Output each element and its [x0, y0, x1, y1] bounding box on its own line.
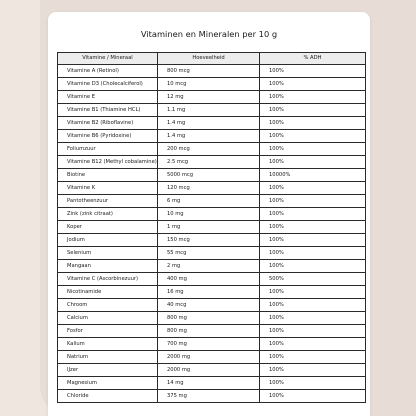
amount-cell: 120 mcg — [158, 182, 260, 195]
rdi-cell: 100% — [260, 351, 366, 364]
nutrient-cell: Vitamine B1 (Thiamine HCL) — [58, 104, 158, 117]
nutrient-cell: Fosfor — [58, 325, 158, 338]
rdi-cell: 100% — [260, 65, 366, 78]
table-row — [58, 312, 366, 325]
table-row — [58, 260, 366, 273]
rdi-cell: 100% — [260, 390, 366, 403]
header-rdi: % ADH — [260, 53, 366, 65]
nutrient-cell: Vitamine B12 (Methyl cobalamine) — [58, 156, 158, 169]
rdi-cell: 100% — [260, 156, 366, 169]
rdi-cell: 100% — [260, 299, 366, 312]
amount-cell: 1.4 mg — [158, 117, 260, 130]
table-header-row — [58, 53, 366, 65]
table-row — [58, 104, 366, 117]
nutrient-cell: Jodium — [58, 234, 158, 247]
amount-cell: 16 mg — [158, 286, 260, 299]
table-row — [58, 390, 366, 403]
header-amount: Hoeveelheid — [158, 53, 260, 65]
amount-cell: 1 mg — [158, 221, 260, 234]
nutrient-cell: Koper — [58, 221, 158, 234]
amount-cell: 400 mg — [158, 273, 260, 286]
rdi-cell: 100% — [260, 91, 366, 104]
table-row — [58, 299, 366, 312]
table-row — [58, 65, 366, 78]
document-title: Vitaminen en Mineralen per 10 g — [140, 29, 278, 39]
table-row — [58, 182, 366, 195]
table-row — [58, 195, 366, 208]
rdi-cell: 100% — [260, 182, 366, 195]
nutrient-cell: Vitamine A (Retinol) — [58, 65, 158, 78]
amount-cell: 800 mg — [158, 325, 260, 338]
table-row — [58, 351, 366, 364]
rdi-cell: 100% — [260, 221, 366, 234]
amount-cell: 2.5 mcg — [158, 156, 260, 169]
table-row — [58, 325, 366, 338]
amount-cell: 1.4 mg — [158, 130, 260, 143]
nutrient-cell: Vitamine B2 (Riboflavine) — [58, 117, 158, 130]
nutrient-cell: Vitamine D3 (Cholecalciferol) — [58, 78, 158, 91]
document-card — [48, 12, 370, 416]
rdi-cell: 100% — [260, 117, 366, 130]
rdi-cell: 100% — [260, 195, 366, 208]
rdi-cell: 100% — [260, 104, 366, 117]
table-row — [58, 286, 366, 299]
nutrient-cell: Pantotheenzuur — [58, 195, 158, 208]
table-row — [58, 78, 366, 91]
nutrient-cell: Natrium — [58, 351, 158, 364]
rdi-cell: 100% — [260, 364, 366, 377]
amount-cell: 375 mg — [158, 390, 260, 403]
rdi-cell: 100% — [260, 325, 366, 338]
rdi-cell: 100% — [260, 130, 366, 143]
amount-cell: 55 mcg — [158, 247, 260, 260]
nutrient-cell: Vitamine E — [58, 91, 158, 104]
nutrient-cell: Vitamine K — [58, 182, 158, 195]
table-row — [58, 208, 366, 221]
table-row — [58, 364, 366, 377]
rdi-cell: 500% — [260, 273, 366, 286]
amount-cell: 800 mg — [158, 312, 260, 325]
table-row — [58, 117, 366, 130]
amount-cell: 2000 mg — [158, 351, 260, 364]
table-row — [58, 273, 366, 286]
amount-cell: 10 mcg — [158, 78, 260, 91]
table-row — [58, 221, 366, 234]
amount-cell: 150 mcg — [158, 234, 260, 247]
table-row — [58, 130, 366, 143]
rdi-cell: 100% — [260, 247, 366, 260]
amount-cell: 5000 mcg — [158, 169, 260, 182]
amount-cell: 14 mg — [158, 377, 260, 390]
rdi-cell: 100% — [260, 286, 366, 299]
rdi-cell: 100% — [260, 312, 366, 325]
amount-cell: 800 mcg — [158, 65, 260, 78]
table-row — [58, 91, 366, 104]
nutrient-cell: Zink (zink citraat) — [58, 208, 158, 221]
amount-cell: 700 mg — [158, 338, 260, 351]
amount-cell: 40 mcg — [158, 299, 260, 312]
rdi-cell: 10000% — [260, 169, 366, 182]
table-row — [58, 143, 366, 156]
amount-cell: 12 mg — [158, 91, 260, 104]
rdi-cell: 100% — [260, 143, 366, 156]
nutrient-cell: Calcium — [58, 312, 158, 325]
amount-cell: 1.1 mg — [158, 104, 260, 117]
nutrient-cell: Biotine — [58, 169, 158, 182]
rdi-cell: 100% — [260, 260, 366, 273]
nutrient-cell: Selenium — [58, 247, 158, 260]
nutrient-cell: Chroom — [58, 299, 158, 312]
rdi-cell: 100% — [260, 338, 366, 351]
table-row — [58, 247, 366, 260]
nutrient-cell: Chloride — [58, 390, 158, 403]
table-row — [58, 377, 366, 390]
nutrient-cell: Foliumzuur — [58, 143, 158, 156]
nutrient-cell: Mangaan — [58, 260, 158, 273]
nutrient-cell: Magnesium — [58, 377, 158, 390]
amount-cell: 2 mg — [158, 260, 260, 273]
amount-cell: 2000 mg — [158, 364, 260, 377]
rdi-cell: 100% — [260, 208, 366, 221]
table-row — [58, 234, 366, 247]
table-row — [58, 169, 366, 182]
nutrient-cell: Vitamine C (Ascorbinezuur) — [58, 273, 158, 286]
header-nutrient: Vitamine / Mineraal — [58, 53, 158, 65]
rdi-cell: 100% — [260, 377, 366, 390]
nutrient-table — [57, 52, 366, 403]
nutrient-cell: IJzer — [58, 364, 158, 377]
table-row — [58, 338, 366, 351]
nutrient-cell: Vitamine B6 (Pyridoxine) — [58, 130, 158, 143]
nutrient-cell: Nicotinamide — [58, 286, 158, 299]
rdi-cell: 100% — [260, 234, 366, 247]
amount-cell: 10 mg — [158, 208, 260, 221]
amount-cell: 6 mg — [158, 195, 260, 208]
rdi-cell: 100% — [260, 78, 366, 91]
table-row — [58, 156, 366, 169]
amount-cell: 200 mcg — [158, 143, 260, 156]
nutrient-cell: Kalium — [58, 338, 158, 351]
